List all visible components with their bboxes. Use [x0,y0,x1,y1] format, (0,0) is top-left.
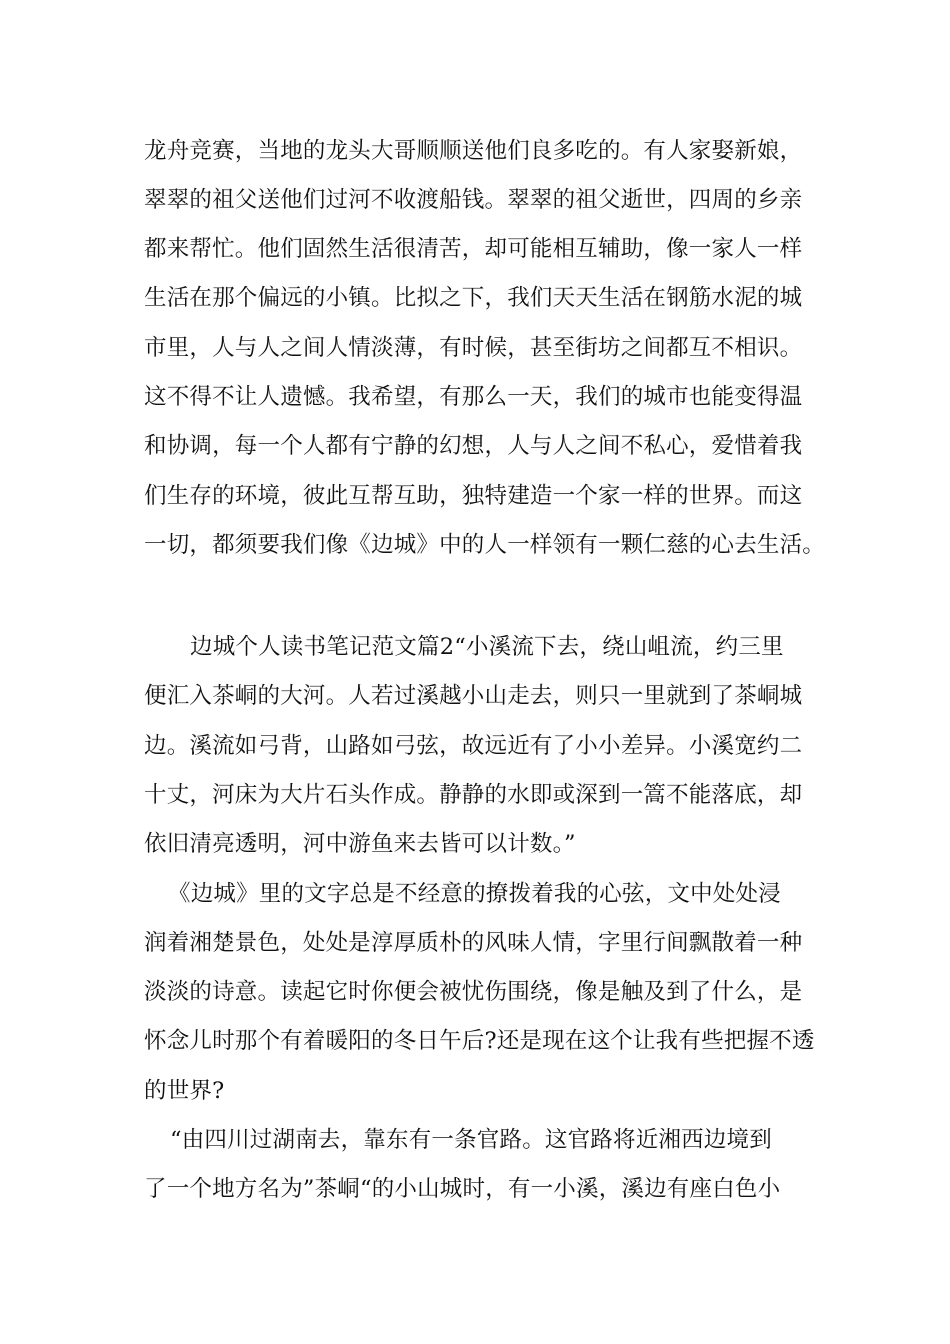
paragraph-start-line: “由四川过湖南去，靠东有一条官路。这官路将近湘西边境到 [170,1127,772,1153]
text-line: 便汇入茶峒的大河。人若过溪越小山走去，则只一里就到了茶峒城 [144,683,803,709]
text-line: 翠翠的祖父送他们过河不收渡船钱。翠翠的祖父逝世，四周的乡亲 [144,187,803,213]
text-line: 市里，人与人之间人情淡薄，有时候，甚至街坊之间都互不相识。 [144,335,803,361]
text-line: 和协调，每一个人都有宁静的幻想，人与人之间不私心，爱惜着我 [144,433,803,459]
text-line: 了一个地方名为”茶峒“的小山城时，有一小溪，溪边有座白色小 [144,1176,781,1202]
section-heading-line: 边城个人读书笔记范文篇2“小溪流下去，绕山岨流，约三里 [190,634,784,660]
text-line: 十丈，河床为大片石头作成。静静的水即或深到一篙不能落底，却 [144,782,803,808]
text-line: 润着湘楚景色，处处是淳厚质朴的风味人情，字里行间飘散着一种 [144,930,803,956]
text-line: 依旧清亮透明，河中游鱼来去皆可以计数。” [144,831,576,857]
text-line: 龙舟竞赛，当地的龙头大哥顺顺送他们良多吃的。有人家娶新娘， [144,138,803,164]
text-line: 一切，都须要我们像《边城》中的人一样领有一颗仁慈的心去生活。 [144,532,826,558]
text-line: 这不得不让人遗憾。我希望，有那么一天，我们的城市也能变得温 [144,384,803,410]
text-line: 们生存的环境，彼此互帮互助，独特建造一个家一样的世界。而这 [144,483,803,509]
text-line: 边。溪流如弓背，山路如弓弦，故远近有了小小差异。小溪宽约二 [144,733,803,759]
text-line: 怀念儿时那个有着暖阳的冬日午后?还是现在这个让我有些把握不透 [144,1028,815,1054]
text-line: 淡淡的诗意。读起它时你便会被忧伤围绕，像是触及到了什么，是 [144,979,803,1005]
paragraph-start-line: 《边城》里的文字总是不经意的撩拨着我的心弦，文中处处浸 [168,881,781,907]
text-line: 的世界? [144,1078,225,1104]
text-line: 都来帮忙。他们固然生活很清苦，却可能相互辅助，像一家人一样 [144,236,803,262]
text-line: 生活在那个偏远的小镇。比拟之下，我们天天生活在钢筋水泥的城 [144,285,803,311]
